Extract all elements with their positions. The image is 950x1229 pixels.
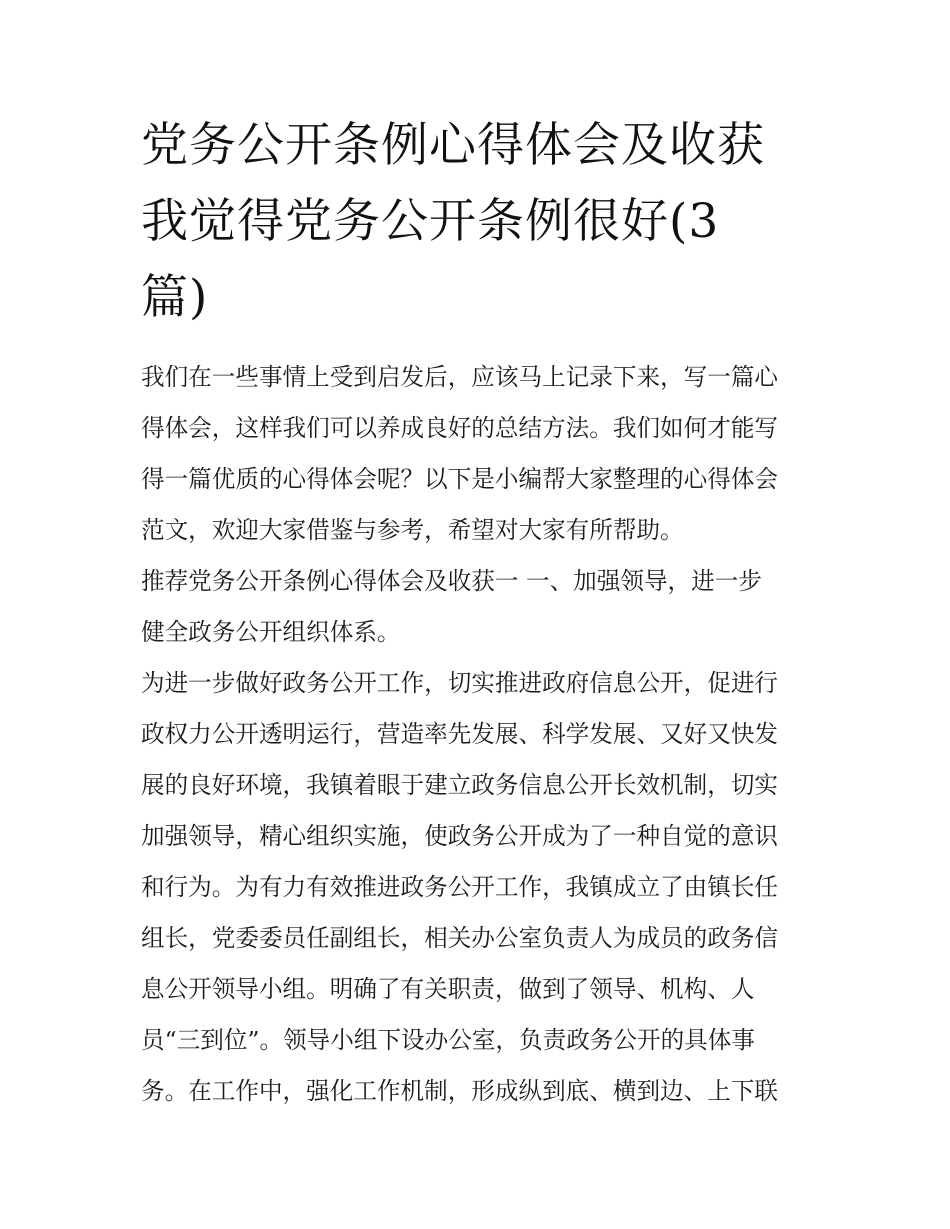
text-line: 得一篇优质的心得体会呢？以下是小编帮大家整理的心得体会 — [141, 465, 779, 493]
text-line: 我们在一些事情上受到启发后，应该马上记录下来，写一篇心 — [141, 363, 779, 391]
text-line: 健全政务公开组织体系。 — [141, 618, 401, 646]
text-line: 范文，欢迎大家借鉴与参考，希望对大家有所帮助。 — [141, 516, 684, 544]
intro-paragraph — [141, 352, 813, 556]
text-line: 为进一步做好政务公开工作，切实推进政府信息公开，促进行 — [141, 669, 779, 697]
document-content — [141, 108, 813, 1117]
text-line: 政权力公开透明运行，营造率先发展、科学发展、又好又快发 — [141, 720, 779, 748]
text-line: 推荐党务公开条例心得体会及收获一 一、加强领导，进一步 — [141, 567, 762, 595]
text-line: 息公开领导小组。明确了有关职责，做到了领导、机构、人 — [141, 975, 755, 1003]
text-line: 加强领导，精心组织实施，使政务公开成为了一种自觉的意识 — [141, 822, 779, 850]
document-title — [141, 108, 813, 336]
text-line: 得体会，这样我们可以养成良好的总结方法。我们如何才能写 — [141, 414, 779, 442]
text-line: 务。在工作中，强化工作机制，形成纵到底、横到边、上下联 — [141, 1077, 779, 1105]
text-line: 展的良好环境，我镇着眼于建立政务信息公开长效机制，切实 — [141, 771, 779, 799]
body-paragraph — [141, 658, 813, 1117]
text-line: 员“三到位”。领导小组下设办公室，负责政务公开的具体事 — [141, 1026, 755, 1054]
title-line: 党务公开条例心得体会及收获 — [141, 118, 765, 173]
text-line: 组长，党委委员任副组长，相关办公室负责人为成员的政务信 — [141, 924, 779, 952]
document-body — [141, 352, 813, 1117]
section-heading-paragraph — [141, 556, 813, 658]
text-line: 和行为。为有力有效推进政务公开工作，我镇成立了由镇长任 — [141, 873, 779, 901]
title-line: 篇) — [141, 270, 209, 325]
title-line: 我觉得党务公开条例很好(3 — [141, 194, 720, 249]
